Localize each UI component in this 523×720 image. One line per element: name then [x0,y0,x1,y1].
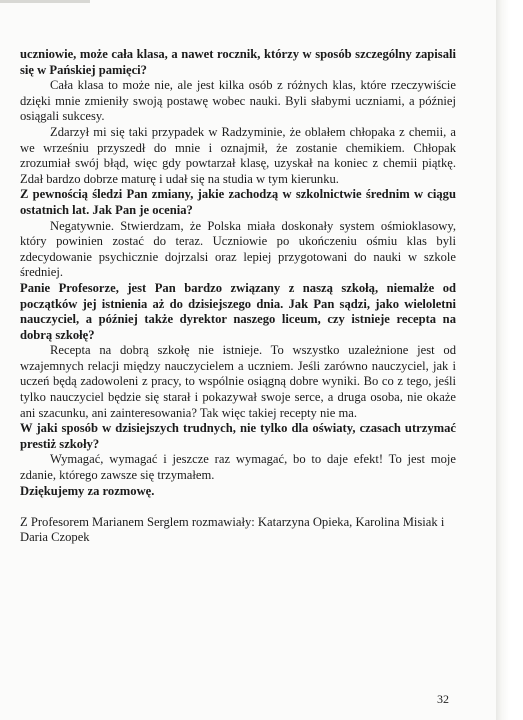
question-paragraph: Z pewnością śledzi Pan zmiany, jakie zachodzą w szkolnictwie średnim w ciągu ostatnich lat. Jak Pan je ocenia? [20,187,456,217]
answer-paragraph: Wymagać, wymagać i jeszcze raz wymagać, bo to daje efekt! To jest moje zdanie, którego zawsze się trzymałem. [20,452,456,483]
answer-paragraph: Recepta na dobrą szkołę nie istnieje. To wszystko uzależnione jest od wzajemnych relacji między nauczycielem a uczniem. Jeśli zarówno nauczyciel, jak i uczeń będą zadowoleni z pracy, to wspólnie osiągną dobre wyniki. Bo co z tego, jeśli tylko nauczyciel będzie się starał i pokazywał swoje serce, a druga osoba, nie okaże ani szacunku, ani zainteresowania? Tak więc takiej recepty nie ma. [20,343,456,420]
author-credit: Z Profesorem Marianem Serglem rozmawiały: Katarzyna Opieka, Karolina Misiak i Daria Czopek [20,514,445,545]
page-number: 32 [437,692,449,706]
answer-paragraph: Zdarzył mi się taki przypadek w Radzyminie, że oblałem chłopaka z chemii, a we wrześniu przyszedł do mnie i oznajmił, że zostanie chemikiem. Chłopak zrozumiał swój błąd, więc gdy powtarzał klasę, uzyskał na koniec z chemii piątkę. Zdał bardzo dobrze maturę i udał się na studia w tym kierunku. [20,124,456,186]
question-paragraph: W jaki sposób w dzisiejszych trudnych, nie tylko dla oświaty, czasach utrzymać prestiż szkoły? [20,421,456,451]
question-paragraph: uczniowie, może cała klasa, a nawet rocznik, którzy w sposób szczególny zapisali się w Pańskiej pamięci? [20,47,456,77]
question-paragraph: Panie Profesorze, jest Pan bardzo związany z naszą szkołą, niemalże od początków jej istnienia aż do dzisiejszego dnia. Jak Pan sądzi, jako wieloletni nauczyciel, a później także dyrektor naszego liceum, czy istnieje recepta na dobrą szkołę? [20,280,456,342]
scan-top-mark [0,0,90,3]
answer-paragraph: Cała klasa to może nie, ale jest kilka osób z różnych klas, które rzeczywiście dzięki mnie zmieniły swoją postawę wobec nauki. Byli słabymi uczniami, a później osiągali sukcesy. [20,78,456,124]
interview-text [20,47,456,546]
answer-paragraph: Negatywnie. Stwierdzam, że Polska miała doskonały system ośmioklasowy, który powinien zostać do teraz. Uczniowie po ukończeniu ośmiu klas byli zdecydowanie psychicznie dojrzalsi oraz lepiej przygotowani do nauki w szkole średniej. [20,218,456,280]
closing-thanks: Dziękujemy za rozmowę. [20,483,155,498]
page-edge-shadow [496,0,523,720]
